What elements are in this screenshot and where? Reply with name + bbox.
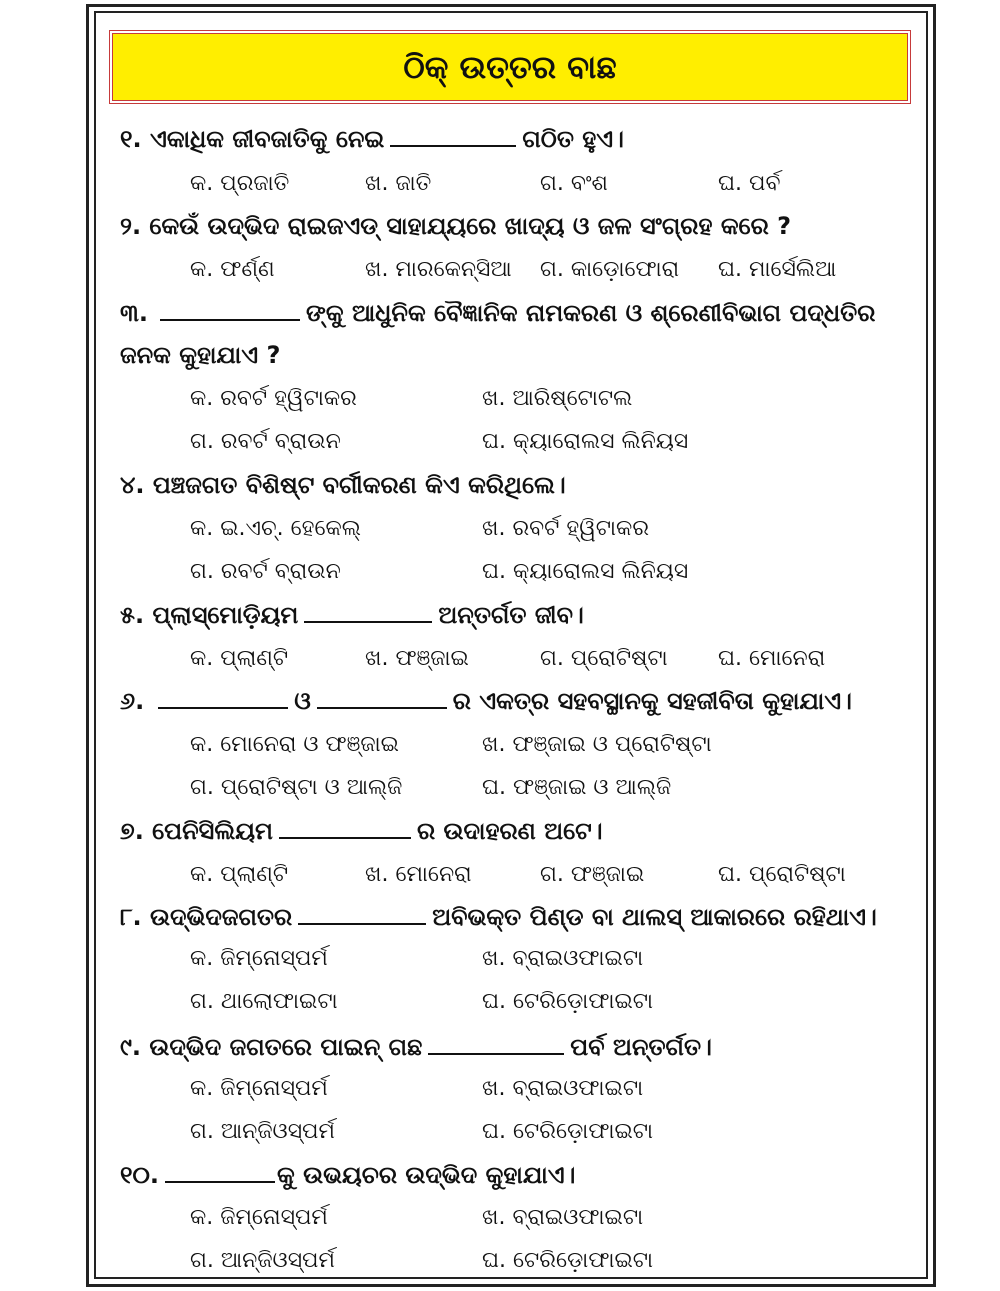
answer-blank[interactable] [165, 1161, 275, 1183]
option-kha[interactable]: ଖ. ରବର୍ଟ ହ୍ୱିଟାକର [482, 516, 649, 541]
option-gha[interactable]: ଘ. କ୍ୟାରୋଲସ ଲିନିୟସ [482, 559, 689, 584]
option-ga[interactable]: ଗ. ପ୍ରୋଟିଷ୍ଟା [540, 646, 668, 671]
answer-blank[interactable] [317, 687, 447, 709]
question-1: ୧. ଏକାଧିକ ଜୀବଜାତିକୁ ନେଇ ଗଠିତ ହୁଏ। [120, 125, 624, 153]
question-9: ୯. ଉଦ୍ଭିଦ ଜଗତରେ ପାଇନ୍ ଗଛ ପର୍ବ ଅନ୍ତର୍ଗତ। [120, 1033, 712, 1061]
option-kha[interactable]: ଖ. ଫଞ୍ଜାଇ [365, 646, 469, 671]
option-ka[interactable]: କ. ପ୍ଲାଣ୍ଟି [190, 646, 289, 671]
option-kha[interactable]: ଖ. ଆରିଷ୍ଟୋଟଲ [482, 386, 633, 411]
question-3: ୩. ଙ୍କୁ ଆଧୁନିକ ବୈଜ୍ଞାନିକ ନାମକରଣ ଓ ଶ୍ରେଣୀବିଭାଗ ପଦ୍ଧତିର [120, 299, 876, 327]
option-ga[interactable]: ଗ. ରବର୍ଟ ବ୍ରାଉନ [190, 429, 341, 454]
question-10: ୧୦. କୁ ଉଭୟଚର ଉଦ୍ଭିଦ କୁହାଯାଏ। [120, 1161, 576, 1189]
option-kha[interactable]: ଖ. ବ୍ରାଇଓଫାଇଟା [482, 1076, 644, 1101]
option-gha[interactable]: ଘ. ଟେରିଡ଼ୋଫାଇଟା [482, 989, 654, 1014]
option-ka[interactable]: କ. ପ୍ଲାଣ୍ଟି [190, 862, 289, 887]
page-title: ଠିକ୍ ଉତ୍ତର ବାଛ [403, 47, 617, 86]
option-gha[interactable]: ଘ. ଟେରିଡ଼ୋଫାଇଟା [482, 1119, 654, 1144]
option-ga[interactable]: ଗ. ଆନ୍‌ଜିଓସ୍ପର୍ମ [190, 1248, 335, 1273]
option-ga[interactable]: ଗ. ଥାଲୋଫାଇଟା [190, 989, 338, 1014]
option-gha[interactable]: ଘ. ପ୍ରୋଟିଷ୍ଟା [718, 862, 846, 887]
option-ka[interactable]: କ. ଫର୍ଣ୍ଣ [190, 257, 275, 282]
answer-blank[interactable] [160, 299, 300, 321]
option-gha[interactable]: ଘ. କ୍ୟାରୋଲସ ଲିନିୟସ [482, 429, 689, 454]
option-ga[interactable]: ଗ. ପ୍ରୋଟିଷ୍ଟା ଓ ଆଲ୍‌ଜି [190, 775, 403, 800]
answer-blank[interactable] [158, 687, 288, 709]
option-kha[interactable]: ଖ. ଫଞ୍ଜାଇ ଓ ପ୍ରୋଟିଷ୍ଟା [482, 732, 712, 757]
option-kha[interactable]: ଖ. ବ୍ରାଇଓଫାଇଟା [482, 1205, 644, 1230]
question-6: ୬. ଓ ର ଏକତ୍ର ସହବସ୍ଥାନକୁ ସହଜୀବିତା କୁହାଯାଏ। [120, 687, 852, 715]
answer-blank[interactable] [428, 1033, 564, 1055]
option-gha[interactable]: ଘ. ପର୍ବ [718, 171, 781, 196]
answer-blank[interactable] [298, 903, 426, 925]
option-gha[interactable]: ଘ. ଟେରିଡ଼ୋଫାଇଟା [482, 1248, 654, 1273]
option-ga[interactable]: ଗ. କାଡ଼ୋଫୋରା [540, 257, 680, 282]
option-ga[interactable]: ଗ. ଫଞ୍ଜାଇ [540, 862, 645, 887]
question-5: ୫. ପ୍ଲାସ୍‌ମୋଡ଼ିୟମ ଅନ୍ତର୍ଗତ ଜୀବ। [120, 601, 584, 629]
option-ka[interactable]: କ. ପ୍ରଜାତି [190, 171, 290, 196]
option-ka[interactable]: କ. ରବର୍ଟ ହ୍ୱିଟାକର [190, 386, 357, 411]
title-banner [112, 33, 908, 101]
question-8: ୮. ଉଦ୍ଭିଦଜଗତର ଅବିଭକ୍ତ ପିଣ୍ଡ ବା ଥାଲସ୍ ଆକାରରେ ରହିଥାଏ। [120, 903, 877, 931]
option-kha[interactable]: ଖ. ବ୍ରାଇଓଫାଇଟା [482, 946, 644, 971]
question-3-continued: ଜନକ କୁହାଯାଏ ? [120, 341, 281, 369]
option-gha[interactable]: ଘ. ମାର୍ସେଲିଆ [718, 257, 837, 282]
option-gha[interactable]: ଘ. ଫଞ୍ଜାଇ ଓ ଆଲ୍‌ଜି [482, 775, 672, 800]
option-ka[interactable]: କ. ଇ.ଏଚ୍. ହେକେଲ୍ [190, 516, 361, 541]
option-kha[interactable]: ଖ. ଜାତି [365, 171, 432, 196]
answer-blank[interactable] [390, 125, 516, 147]
option-kha[interactable]: ଖ. ମାରକେନ୍ସିଆ [365, 257, 512, 282]
option-ga[interactable]: ଗ. ବଂଶ [540, 171, 608, 196]
option-ga[interactable]: ଗ. ଆନ୍‌ଜିଓସ୍ପର୍ମ [190, 1119, 335, 1144]
question-2: ୨. କେଉଁ ଉଦ୍ଭିଦ ରାଇଜଏଡ୍ ସାହାଯ୍ୟରେ ଖାଦ୍ୟ ଓ ଜଳ ସଂଗ୍ରହ କରେ ? [120, 212, 792, 240]
option-ka[interactable]: କ. ଜିମ୍‌ନୋସ୍ପର୍ମ [190, 1205, 328, 1230]
option-gha[interactable]: ଘ. ମୋନେରା [718, 646, 826, 671]
question-4: ୪. ପଞ୍ଚଜଗତ ବିଶିଷ୍ଟ ବର୍ଗୀକରଣ କିଏ କରିଥିଲେ। [120, 471, 566, 499]
option-ka[interactable]: କ. ଜିମ୍‌ନୋସ୍ପର୍ମ [190, 1076, 328, 1101]
option-ga[interactable]: ଗ. ରବର୍ଟ ବ୍ରାଉନ [190, 559, 341, 584]
option-ka[interactable]: କ. ଜିମ୍‌ନୋସ୍ପର୍ମ [190, 946, 328, 971]
question-7: ୭. ପେନିସିଲିୟମ ର ଉଦାହରଣ ଅଟେ। [120, 817, 603, 845]
answer-blank[interactable] [279, 817, 411, 839]
answer-blank[interactable] [304, 601, 432, 623]
option-ka[interactable]: କ. ମୋନେରା ଓ ଫଞ୍ଜାଇ [190, 732, 399, 757]
option-kha[interactable]: ଖ. ମୋନେରା [365, 862, 472, 887]
